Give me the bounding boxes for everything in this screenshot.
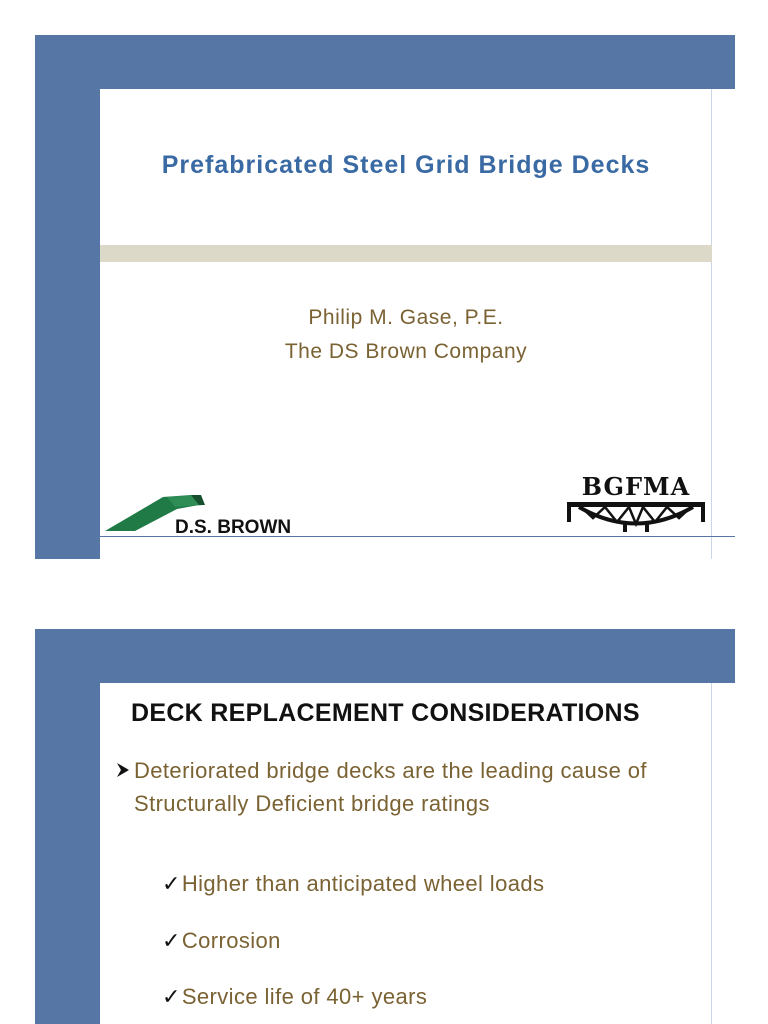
title-divider-band [100,245,712,262]
author-name: Philip M. Gase, P.E. [308,306,504,329]
main-bullet-text: Deteriorated bridge decks are the leading cause of Structurally Deficient bridge ratings [134,758,647,816]
checkmark-icon: ✓ [162,984,181,1009]
subitem-text: Service life of 40+ years [181,984,428,1009]
slide-deck-replacement [35,629,735,1024]
subitem-corrosion [162,928,281,954]
presentation-title: Prefabricated Steel Grid Bridge Decks [161,151,651,179]
arrow-bullet-icon [115,762,131,778]
subitem-wheel-loads [162,871,544,897]
slide-title [35,35,735,559]
bgfma-logo-text: BGFMA [581,472,691,501]
subitem-service-life [162,984,427,1010]
bgfma-logo [565,472,707,534]
slide-left-bar [35,629,100,1024]
author-block [100,301,712,369]
slide-left-bar [35,35,100,559]
slide-top-bar [35,629,735,683]
main-bullet [115,754,654,820]
slide-heading: DECK REPLACEMENT CONSIDERATIONS [131,699,640,727]
checkmark-icon: ✓ [162,928,181,953]
subitem-text: Higher than anticipated wheel loads [181,871,545,896]
slide-right-edge [711,683,712,1024]
ds-brown-logo [105,491,320,537]
checkmark-icon: ✓ [162,871,181,896]
subitem-text: Corrosion [181,928,281,953]
ds-brown-logo-text: D.S. BROWN [175,517,292,537]
bridge-truss-icon [565,500,707,534]
author-company: The DS Brown Company [284,340,528,363]
slide-top-bar [35,35,735,89]
